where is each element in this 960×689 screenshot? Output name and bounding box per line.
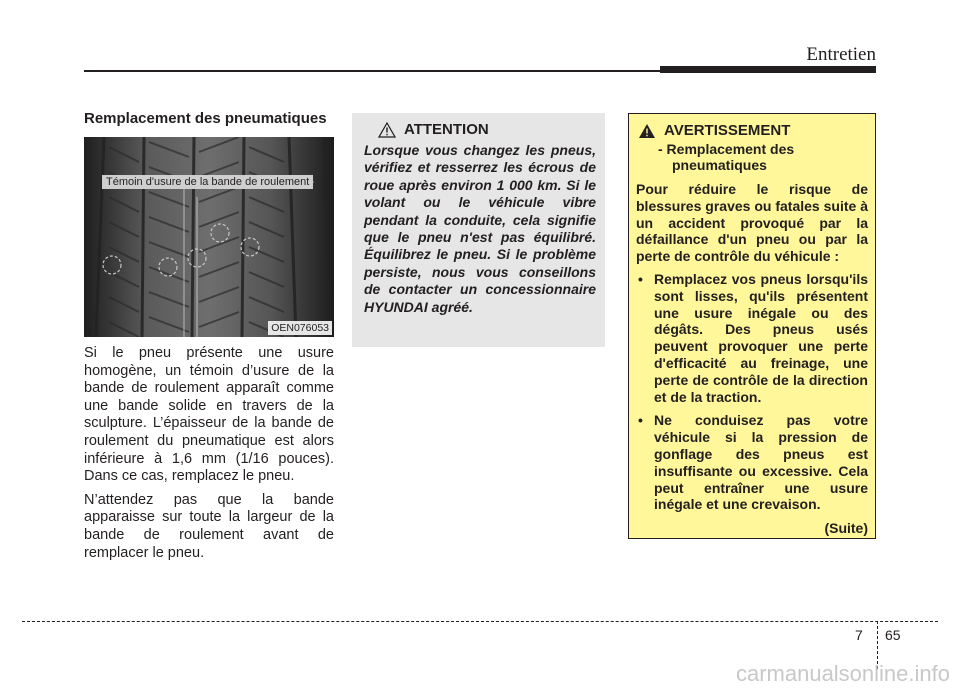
warning-intro: Pour réduire le risque de blessures graves ou fatales suite à un accident provoqué par la défaillance d'un pneu ou par la perte de contrôle du véhicule : <box>636 181 868 265</box>
page-number: 65 <box>885 627 901 643</box>
attention-box <box>352 113 605 347</box>
warning-list <box>636 271 868 513</box>
warning-header <box>638 122 868 139</box>
header-rule-accent <box>660 66 876 73</box>
tire-tread-photo <box>84 137 334 337</box>
watermark: carmanualsonline.info <box>735 661 950 686</box>
bullet: • <box>638 270 643 287</box>
chapter-number: 7 <box>855 627 863 643</box>
figure-code: OEN076053 <box>268 321 332 335</box>
bullet: • <box>638 412 643 429</box>
paragraph: N’attendez pas que la bande apparaisse sur toute la largeur de la bande de roulement avant de remplacer le pneu. <box>84 491 334 561</box>
paragraph: Si le pneu présente une usure homogène, un témoin d’usure de la bande de roulement apparaît comme une bande solide en travers de la sculpture. L’épaisseur de la bande de roulement du pneumatique est alors inférieure à 1,6 mm (1/16 pouces). Dans ce cas, remplacez le pneu. <box>84 345 334 485</box>
header-title: Entretien <box>806 44 876 65</box>
header-rule <box>84 70 684 72</box>
warning-box <box>628 113 876 539</box>
footer-rule <box>22 621 938 622</box>
attention-title: ATTENTION <box>404 121 489 138</box>
warning-subtitle: - Remplacement des pneumatiques <box>658 141 795 173</box>
figure-caption: Témoin d'usure de la bande de roulement <box>102 175 313 189</box>
warning-list-item <box>636 412 868 513</box>
warning-triangle-filled-icon <box>638 123 656 139</box>
warning-title: AVERTISSEMENT <box>664 122 791 139</box>
tire-tread-illustration <box>84 137 334 337</box>
continued-label: (Suite) <box>824 520 868 537</box>
warning-triangle-outline-icon <box>378 122 396 138</box>
attention-body: Lorsque vous changez les pneus, vérifiez et resserrez les écrous de roue après environ 1 000 km. Si le volant ou le véhicule vibre pendant la conduite, cela signifie que le pneu n'est pas équilibré. Équilibrez le pneu. Si le problème persiste, nous vous conseillons de contacter un concessionnaire HYUNDAI agréé. <box>364 142 596 315</box>
warning-list-item <box>636 271 868 405</box>
warning-item-text: Ne conduisez pas votre véhicule si la pression de gonflage des pneus est insuffisante ou excessive. Cela peut entraîner une usure inégale et une crevaison. <box>654 412 868 513</box>
attention-header <box>378 121 596 138</box>
main-column <box>84 110 334 562</box>
section-title: Remplacement des pneumatiques <box>84 110 327 127</box>
warning-item-text: Remplacez vos pneus lorsqu'ils sont lisses, qu'ils présentent une usure inégale ou des dégâts. Des pneus usés peuvent provoquer une perte d'efficacité au freinage, une perte de contrôle de la direction et de la traction. <box>654 270 868 405</box>
